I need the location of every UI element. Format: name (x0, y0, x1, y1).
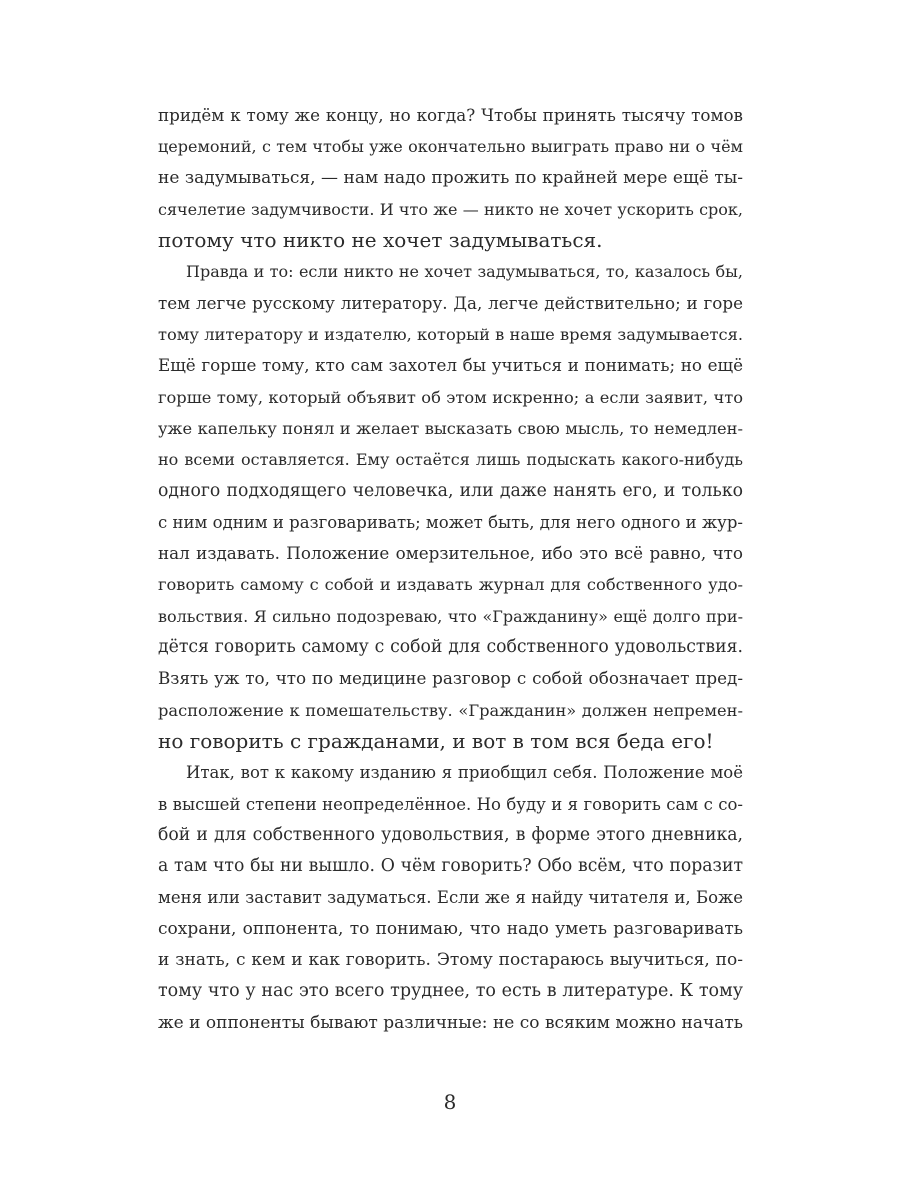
text-line: потому что никто не хочет задумываться. (158, 228, 603, 253)
paragraph-3 (158, 757, 743, 1039)
text-line: нал издавать. Положение омерзительное, ибо это всё равно, что (158, 543, 743, 564)
text-line: Взять уж то, что по медицине разговор с собой обозначает пред- (158, 668, 743, 689)
text-line: вольствия. Я сильно подозреваю, что «Гражданину» ещё долго при- (158, 606, 743, 626)
text-line: в высшей степени неопределённое. Но буду и я говорить сам с со- (158, 794, 743, 814)
text-line: но говорить с гражданами, и вот в том вся беда его! (158, 728, 714, 753)
text-line: меня или заставит задуматься. Если же я найду читателя и, Боже (158, 888, 743, 908)
text-line: придём к тому же концу, но когда? Чтобы принять тысячу томов (158, 105, 743, 125)
text-line: тем легче русскому литератору. Да, легче действительно; и горе (158, 292, 743, 313)
text-line: уже капельку понял и желает высказать свою мысль, то немедлен- (158, 418, 743, 438)
text-line: а там что бы ни вышло. О чём говорить? Обо всём, что поразит (158, 856, 743, 877)
text-line: расположение к помешательству. «Гражданин» должен непремен- (158, 700, 743, 720)
paragraph-1 (158, 100, 743, 256)
text-line: Итак, вот к какому изданию я приобщил себя. Положение моё (186, 763, 743, 783)
text-line: Правда и то: если никто не хочет задумываться, то, казалось бы, (186, 262, 743, 282)
text-line: церемоний, с тем чтобы уже окончательно выиграть право ни о чём (158, 137, 743, 157)
page-number: 8 (443, 1090, 457, 1114)
text-line: но всеми оставляется. Ему остаётся лишь подыскать какого-нибудь (158, 450, 743, 470)
text-line: сячелетие задумчивости. И что же — никто не хочет ускорить срок, (158, 199, 743, 219)
text-line: с ним одним и разговаривать; может быть, для него одного и жур- (158, 512, 743, 532)
text-line: и знать, с кем и как говорить. Этому постараюсь выучиться, по- (158, 950, 743, 971)
text-line: тому литератору и издателю, который в наше время задумывается. (158, 325, 743, 345)
text-line: Ещё горше тому, кто сам захотел бы учиться и понимать; но ещё (158, 355, 743, 376)
text-line: тому что у нас это всего труднее, то есть в литературе. К тому (158, 981, 743, 1002)
text-line: не задумываться, — нам надо прожить по крайней мере ещё ты- (158, 167, 743, 188)
text-line: одного подходящего человечка, или даже нанять его, и только (158, 480, 743, 501)
text-line: бой и для собственного удовольствия, в форме этого дневника, (158, 824, 743, 845)
text-line: горше тому, который объявит об этом искренно; а если заявит, что (158, 387, 743, 407)
body-text (158, 100, 743, 1039)
text-line: говорить самому с собой и издавать журнал для собственного удо- (158, 575, 743, 595)
text-line: же и оппоненты бывают различные: не со всяким можно начать (158, 1012, 743, 1033)
paragraph-2 (158, 256, 743, 757)
text-line: дётся говорить самому с собой для собственного удовольствия. (158, 637, 743, 658)
text-line: сохрани, оппонента, то понимаю, что надо уметь разговаривать (158, 918, 743, 939)
